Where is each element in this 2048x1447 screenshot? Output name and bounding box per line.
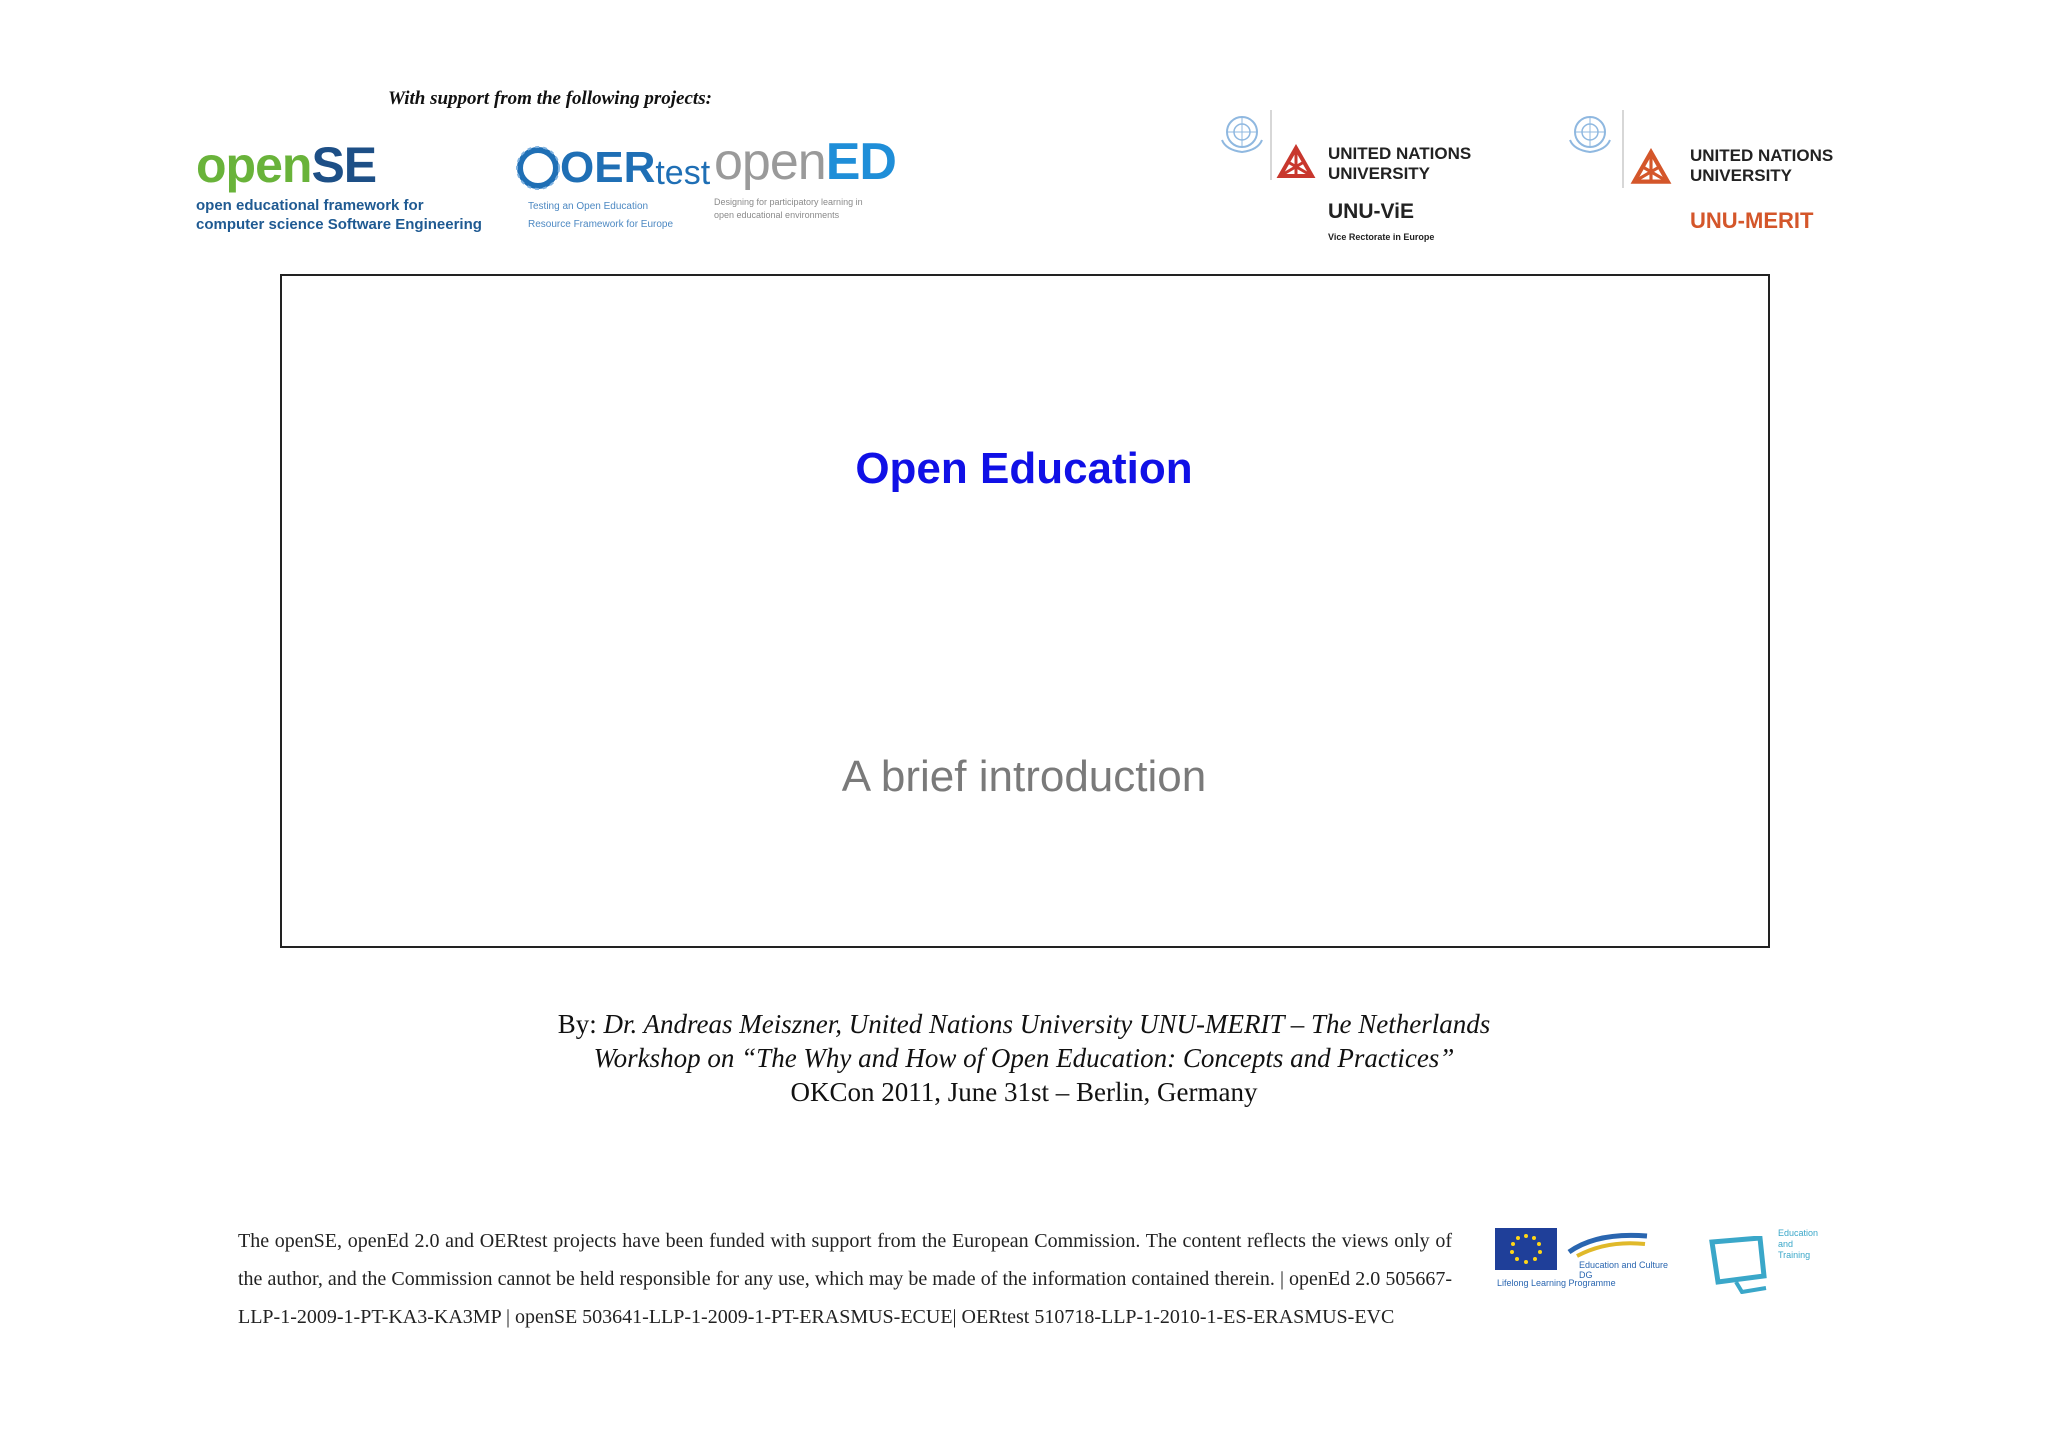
opense-word-se: SE <box>311 137 377 193</box>
edu-label-2: and <box>1778 1239 1794 1249</box>
opened-word-ed: ED <box>825 133 896 191</box>
unu-triangle-icon <box>1630 148 1672 190</box>
slide-title: Open Education <box>855 444 1193 493</box>
oertest-word-test: test <box>655 154 711 192</box>
oertest-tagline <box>516 198 710 234</box>
unu-vie-logo <box>1218 108 1480 242</box>
opense-tagline-1: open educational framework for <box>196 197 424 214</box>
unu-vie-name <box>1328 144 1471 184</box>
support-note: With support from the following projects: <box>388 88 712 109</box>
unu-triangle-icon <box>1276 144 1316 184</box>
byline-author: Dr. Andreas Meiszner, United Nations University UNU-MERIT – The Netherlands <box>603 1009 1491 1039</box>
monitor-icon <box>1708 1236 1772 1294</box>
oertest-logo <box>516 143 711 234</box>
slide-subtitle: A brief introduction <box>841 752 1207 801</box>
unu-merit-divider <box>1622 110 1624 188</box>
eu-dg-label: Education and Culture DG <box>1579 1260 1669 1280</box>
llp-label: Lifelong Learning Programme <box>1497 1278 1616 1288</box>
unu-vie-unit: UNU-ViE <box>1328 200 1414 223</box>
eu-flag-icon <box>1495 1228 1557 1270</box>
opened-logo <box>714 133 896 222</box>
opened-tagline-2: open educational environments <box>714 210 840 220</box>
funding-disclaimer: The openSE, openEd 2.0 and OERtest projects have been funded with support from the European Commission. The content reflects the views only of the author, and the Commission cannot be held responsible for any use, which may be made of the information contained therein. | openEd 2.0 505667-LLP-1-2009-1-PT-KA3-KA3MP | openSE 503641-LLP-1-2009-1-PT-ERASMUS-ECUE| OERtest 510718-LLP-1-2010-1-ES-ERASMUS-EVC <box>238 1230 1452 1328</box>
oertest-tagline-2: Resource Framework for Europe <box>528 219 674 230</box>
byline-author-line <box>0 1007 2048 1041</box>
llp-swoosh-icon <box>1567 1230 1649 1258</box>
unu-merit-logo <box>1566 108 1866 242</box>
un-emblem-icon <box>1218 110 1266 154</box>
eu-llp-logo <box>1495 1228 1673 1294</box>
unu-merit-name <box>1690 146 1833 186</box>
unu-vie-name-1: UNITED NATIONS <box>1328 144 1472 163</box>
unu-merit-unit: UNU-MERIT <box>1690 208 1814 233</box>
edu-label-1: Education <box>1778 1228 1819 1238</box>
opense-wordmark <box>196 137 482 193</box>
unu-merit-name-1: UNITED NATIONS <box>1690 146 1834 165</box>
opened-tagline-1: Designing for participatory learning in <box>714 197 863 207</box>
byline-workshop-line <box>0 1041 2048 1075</box>
oertest-tagline-1: Testing an Open Education <box>528 201 649 212</box>
unu-vie-name-2: UNIVERSITY <box>1328 164 1431 183</box>
education-training-logo <box>1708 1228 1828 1294</box>
unu-merit-name-2: UNIVERSITY <box>1690 166 1793 185</box>
edu-label <box>1778 1228 1818 1261</box>
opense-tagline <box>196 196 482 234</box>
byline-event: OKCon 2011, June 31st – Berlin, Germany <box>790 1077 1258 1107</box>
opense-logo <box>196 137 482 234</box>
byline-by-label: By: <box>557 1009 604 1039</box>
opened-word-open: open <box>714 133 826 191</box>
opened-wordmark <box>714 133 896 191</box>
un-emblem-icon <box>1566 110 1614 154</box>
oertest-wordmark <box>516 143 711 192</box>
unu-vie-unit-sub: Vice Rectorate in Europe <box>1328 232 1435 242</box>
byline <box>0 1007 2048 1109</box>
opense-word-open: open <box>196 137 312 193</box>
oertest-logo-icon <box>516 146 560 190</box>
oertest-word-oer: OER <box>560 143 656 192</box>
edu-label-3: Training <box>1778 1250 1811 1260</box>
byline-workshop: Workshop on “The Why and How of Open Education: Concepts and Practices” <box>593 1043 1455 1073</box>
opense-tagline-2: computer science Software Engineering <box>196 216 482 233</box>
title-frame <box>280 274 1770 948</box>
unu-vie-divider <box>1270 110 1272 180</box>
opened-tagline <box>714 196 896 222</box>
